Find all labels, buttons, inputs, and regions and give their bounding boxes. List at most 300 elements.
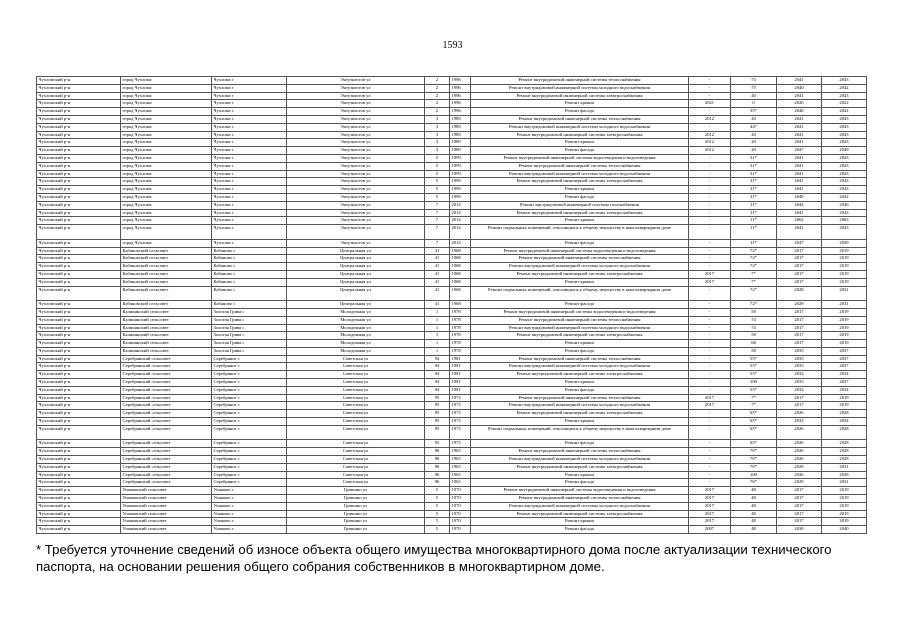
house-number-cell: 1 xyxy=(425,324,450,332)
plan-start-year-cell: 2041 xyxy=(777,139,822,147)
house-number-cell: 95 xyxy=(425,410,450,418)
plan-end-year-cell: 2037 xyxy=(822,355,867,363)
district-cell: Чухломский р-н xyxy=(37,154,121,162)
municipality-cell: Ушаковский сельсовет xyxy=(121,510,212,518)
last-repair-year-cell: - xyxy=(689,425,731,440)
plan-start-year-cell: 2017 xyxy=(777,263,822,271)
district-cell: Чухломский р-н xyxy=(37,193,121,201)
work-type-cell: Ремонт внутридомовой инженерной системы холодного водоснабжения xyxy=(471,456,689,464)
wear-percent-cell: 55* xyxy=(731,371,777,379)
settlement-cell: Чухлома г xyxy=(212,209,287,217)
build-year-cell: 1978 xyxy=(450,347,471,355)
wear-percent-cell: 7* xyxy=(731,394,777,402)
build-year-cell: 1968 xyxy=(450,247,471,255)
settlement-cell: Золотая Грива с xyxy=(212,347,287,355)
house-number-cell: 41 xyxy=(425,270,450,278)
work-type-cell: Ремонт внутридомовой инженерной системы холодного водоснабжения xyxy=(471,84,689,92)
work-type-cell: Ремонт внутридомовой инженерной системы теплоснабжения xyxy=(471,448,689,456)
wear-percent-cell: 65* xyxy=(731,418,777,426)
table-row xyxy=(37,448,867,456)
wear-percent-cell: 76* xyxy=(731,463,777,471)
settlement-cell: Ушаково с xyxy=(212,526,287,534)
build-year-cell: 1978 xyxy=(450,324,471,332)
table-row xyxy=(37,108,867,116)
table-row xyxy=(37,247,867,255)
plan-start-year-cell: 2041 xyxy=(777,154,822,162)
build-year-cell: 2014 xyxy=(450,209,471,217)
plan-start-year-cell: 2017 xyxy=(777,308,822,316)
wear-percent-cell: 7* xyxy=(731,278,777,286)
plan-start-year-cell: 2017 xyxy=(777,402,822,410)
work-type-cell: Ремонт внутридомовой инженерной системы электроснабжения xyxy=(471,131,689,139)
municipality-cell: Серебрянский сельсовет xyxy=(121,386,212,394)
plan-end-year-cell: 2049 xyxy=(822,239,867,247)
wear-percent-cell: 31* xyxy=(731,186,777,194)
last-repair-year-cell: - xyxy=(689,301,731,309)
settlement-cell: Серебряное с xyxy=(212,440,287,448)
municipality-cell: город Чухлома xyxy=(121,139,212,147)
table-row xyxy=(37,301,867,309)
last-repair-year-cell: - xyxy=(689,410,731,418)
municipality-cell: Серебрянский сельсовет xyxy=(121,410,212,418)
street-cell: Энтузиастов ул xyxy=(287,131,425,139)
municipality-cell: город Чухлома xyxy=(121,92,212,100)
table-row xyxy=(37,456,867,464)
plan-end-year-cell: 2031 xyxy=(822,301,867,309)
build-year-cell: 1989 xyxy=(450,147,471,155)
footnote: * Требуется уточнение сведений об износе объекта общего имущества многоквартирного дома после актуализации технического паспорта, на основании решения общего собрания собственников в многоквартирном доме. xyxy=(36,542,832,574)
wear-percent-cell: 55* xyxy=(731,386,777,394)
municipality-cell: город Чухлома xyxy=(121,170,212,178)
municipality-cell: Каликинский сельсовет xyxy=(121,316,212,324)
work-type-cell: Ремонт крыши xyxy=(471,518,689,526)
house-number-cell: 41 xyxy=(425,278,450,286)
plan-end-year-cell: 2028 xyxy=(822,425,867,440)
plan-end-year-cell: 2043 xyxy=(822,139,867,147)
street-cell: Энтузиастов ул xyxy=(287,154,425,162)
plan-end-year-cell: 2019 xyxy=(822,495,867,503)
plan-end-year-cell: 2019 xyxy=(822,255,867,263)
build-year-cell: 2014 xyxy=(450,225,471,240)
last-repair-year-cell: - xyxy=(689,363,731,371)
plan-end-year-cell: 2019 xyxy=(822,394,867,402)
settlement-cell: Золотая Грива с xyxy=(212,324,287,332)
street-cell: Советская ул xyxy=(287,386,425,394)
plan-start-year-cell: 2017 xyxy=(777,340,822,348)
work-type-cell: Ремонт внутридомовой инженерной системы теплоснабжения xyxy=(471,355,689,363)
build-year-cell: 1970 xyxy=(450,502,471,510)
house-number-cell: 3 xyxy=(425,139,450,147)
house-number-cell: 94 xyxy=(425,379,450,387)
house-number-cell: 96 xyxy=(425,463,450,471)
wear-percent-cell: 20 xyxy=(731,139,777,147)
work-type-cell: Ремонт внутридомовой инженерной системы электроснабжения xyxy=(471,270,689,278)
work-type-cell: Ремонт внутридомовой инженерной системы электроснабжения xyxy=(471,410,689,418)
municipality-cell: город Чухлома xyxy=(121,201,212,209)
plan-start-year-cell: 2026 xyxy=(777,471,822,479)
plan-end-year-cell: 2019 xyxy=(822,324,867,332)
settlement-cell: Чухлома г xyxy=(212,131,287,139)
plan-start-year-cell: 2047 xyxy=(777,239,822,247)
build-year-cell: 1996 xyxy=(450,100,471,108)
plan-start-year-cell: 2040 xyxy=(777,193,822,201)
table-row xyxy=(37,386,867,394)
last-repair-year-cell: - xyxy=(689,456,731,464)
district-cell: Чухломский р-н xyxy=(37,379,121,387)
plan-start-year-cell: 2017 xyxy=(777,495,822,503)
plan-end-year-cell: 2043 xyxy=(822,225,867,240)
last-repair-year-cell: - xyxy=(689,162,731,170)
plan-end-year-cell: 2063 xyxy=(822,217,867,225)
build-year-cell: 1970 xyxy=(450,487,471,495)
last-repair-year-cell: 2021 xyxy=(689,100,731,108)
table-row xyxy=(37,394,867,402)
wear-percent-cell: 100 xyxy=(731,471,777,479)
wear-percent-cell: 75 xyxy=(731,84,777,92)
work-type-cell: Ремонт внутридомовой инженерной системы теплоснабжения xyxy=(471,394,689,402)
plan-start-year-cell: 2026 xyxy=(777,410,822,418)
plan-end-year-cell: 2019 xyxy=(822,502,867,510)
street-cell: Энтузиастов ул xyxy=(287,123,425,131)
last-repair-year-cell: - xyxy=(689,84,731,92)
work-type-cell: Ремонт фасада xyxy=(471,239,689,247)
last-repair-year-cell: - xyxy=(689,471,731,479)
table-row xyxy=(37,201,867,209)
build-year-cell: 1999 xyxy=(450,178,471,186)
house-number-cell: 7 xyxy=(425,239,450,247)
plan-end-year-cell: 2042 xyxy=(822,84,867,92)
table-row xyxy=(37,495,867,503)
build-year-cell: 1989 xyxy=(450,139,471,147)
plan-end-year-cell: 2019 xyxy=(822,510,867,518)
work-type-cell: Ремонт крыши xyxy=(471,379,689,387)
settlement-cell: Чухлома г xyxy=(212,225,287,240)
district-cell: Чухломский р-н xyxy=(37,479,121,487)
settlement-cell: Кабаново с xyxy=(212,255,287,263)
street-cell: Центральная ул xyxy=(287,286,425,301)
plan-start-year-cell: 2026 xyxy=(777,448,822,456)
table-row xyxy=(37,410,867,418)
municipality-cell: город Чухлома xyxy=(121,209,212,217)
district-cell: Чухломский р-н xyxy=(37,316,121,324)
plan-start-year-cell: 2017 xyxy=(777,278,822,286)
house-number-cell: 7 xyxy=(425,225,450,240)
house-number-cell: 5 xyxy=(425,178,450,186)
municipality-cell: Каликинский сельсовет xyxy=(121,347,212,355)
district-cell: Чухломский р-н xyxy=(37,217,121,225)
settlement-cell: Чухлома г xyxy=(212,186,287,194)
last-repair-year-cell: - xyxy=(689,440,731,448)
house-number-cell: 95 xyxy=(425,425,450,440)
last-repair-year-cell: - xyxy=(689,324,731,332)
work-type-cell: Ремонт внутридомовой инженерной системы холодного водоснабжения xyxy=(471,402,689,410)
table-row xyxy=(37,92,867,100)
settlement-cell: Серебряное с xyxy=(212,463,287,471)
house-number-cell: 7 xyxy=(425,201,450,209)
plan-end-year-cell: 2043 xyxy=(822,162,867,170)
table-row xyxy=(37,154,867,162)
municipality-cell: город Чухлома xyxy=(121,77,212,85)
plan-end-year-cell: 2034 xyxy=(822,418,867,426)
house-number-cell: 95 xyxy=(425,440,450,448)
street-cell: Советская ул xyxy=(287,355,425,363)
plan-start-year-cell: 2017 xyxy=(777,332,822,340)
street-cell: Советская ул xyxy=(287,363,425,371)
municipality-cell: Серебрянский сельсовет xyxy=(121,379,212,387)
municipality-cell: Каликинский сельсовет xyxy=(121,308,212,316)
build-year-cell: 1999 xyxy=(450,193,471,201)
table-row xyxy=(37,139,867,147)
last-repair-year-cell: 2012 xyxy=(689,131,731,139)
work-type-cell: Ремонт внутридомовой инженерной системы электроснабжения xyxy=(471,510,689,518)
table-row xyxy=(37,340,867,348)
municipality-cell: Серебрянский сельсовет xyxy=(121,355,212,363)
plan-end-year-cell: 2019 xyxy=(822,402,867,410)
house-number-cell: 1 xyxy=(425,347,450,355)
wear-percent-cell: 76* xyxy=(731,448,777,456)
street-cell: Советская ул xyxy=(287,425,425,440)
street-cell: Энтузиастов ул xyxy=(287,170,425,178)
settlement-cell: Кабаново с xyxy=(212,278,287,286)
build-year-cell: 1965 xyxy=(450,479,471,487)
table-row xyxy=(37,178,867,186)
plan-start-year-cell: 2035 xyxy=(777,379,822,387)
work-type-cell: Ремонт внутридомовой инженерной системы электроснабжения xyxy=(471,371,689,379)
settlement-cell: Чухлома г xyxy=(212,147,287,155)
house-number-cell: 96 xyxy=(425,456,450,464)
house-number-cell: 5 xyxy=(425,162,450,170)
settlement-cell: Серебряное с xyxy=(212,425,287,440)
settlement-cell: Чухлома г xyxy=(212,139,287,147)
plan-start-year-cell: 2032 xyxy=(777,418,822,426)
municipality-cell: Кабановский сельсовет xyxy=(121,263,212,271)
street-cell: Советская ул xyxy=(287,440,425,448)
house-number-cell: 7 xyxy=(425,217,450,225)
plan-end-year-cell: 2042 xyxy=(822,108,867,116)
municipality-cell: город Чухлома xyxy=(121,162,212,170)
district-cell: Чухломский р-н xyxy=(37,518,121,526)
plan-end-year-cell: 2034 xyxy=(822,386,867,394)
repair-schedule-table xyxy=(36,76,867,534)
last-repair-year-cell: - xyxy=(689,201,731,209)
district-cell: Чухломский р-н xyxy=(37,347,121,355)
plan-end-year-cell: 2031 xyxy=(822,463,867,471)
settlement-cell: Серебряное с xyxy=(212,418,287,426)
plan-start-year-cell: 2041 xyxy=(777,92,822,100)
work-type-cell: Ремонт крыши xyxy=(471,418,689,426)
house-number-cell: 96 xyxy=(425,448,450,456)
settlement-cell: Золотая Грива с xyxy=(212,316,287,324)
street-cell: Энтузиастов ул xyxy=(287,239,425,247)
settlement-cell: Чухлома г xyxy=(212,123,287,131)
table-row xyxy=(37,217,867,225)
district-cell: Чухломский р-н xyxy=(37,92,121,100)
last-repair-year-cell: 2017 xyxy=(689,518,731,526)
last-repair-year-cell: - xyxy=(689,186,731,194)
street-cell: Советская ул xyxy=(287,379,425,387)
last-repair-year-cell: - xyxy=(689,92,731,100)
street-cell: Центральная ул xyxy=(287,278,425,286)
district-cell: Чухломский р-н xyxy=(37,301,121,309)
settlement-cell: Золотая Грива с xyxy=(212,332,287,340)
district-cell: Чухломский р-н xyxy=(37,123,121,131)
house-number-cell: 94 xyxy=(425,371,450,379)
last-repair-year-cell: 2017 xyxy=(689,495,731,503)
table-row xyxy=(37,502,867,510)
plan-start-year-cell: 2041 xyxy=(777,123,822,131)
plan-end-year-cell: 2028 xyxy=(822,456,867,464)
district-cell: Чухломский р-н xyxy=(37,410,121,418)
build-year-cell: 2014 xyxy=(450,239,471,247)
last-repair-year-cell: - xyxy=(689,340,731,348)
last-repair-year-cell: - xyxy=(689,355,731,363)
plan-end-year-cell: 2019 xyxy=(822,308,867,316)
work-type-cell: Ремонт внутридомовой инженерной системы холодного водоснабжения xyxy=(471,363,689,371)
work-type-cell: Ремонт внутридомовой инженерной системы водоотведения и водоотведения xyxy=(471,247,689,255)
last-repair-year-cell: - xyxy=(689,347,731,355)
work-type-cell: Ремонт внутридомовой инженерной системы электроснабжения xyxy=(471,178,689,186)
municipality-cell: Кабановский сельсовет xyxy=(121,278,212,286)
municipality-cell: город Чухлома xyxy=(121,178,212,186)
wear-percent-cell: 68 xyxy=(731,340,777,348)
settlement-cell: Серебряное с xyxy=(212,448,287,456)
build-year-cell: 1973 xyxy=(450,410,471,418)
district-cell: Чухломский р-н xyxy=(37,448,121,456)
wear-percent-cell: 31* xyxy=(731,154,777,162)
work-type-cell: Ремонт подвальных помещений, относящихся к общему имуществу в многоквартирном доме xyxy=(471,425,689,440)
build-year-cell: 1978 xyxy=(450,340,471,348)
table-row xyxy=(37,526,867,534)
wear-percent-cell: 72* xyxy=(731,247,777,255)
build-year-cell: 1968 xyxy=(450,255,471,263)
table-row xyxy=(37,510,867,518)
work-type-cell: Ремонт внутридомовой инженерной системы водоотведения и водоотведения xyxy=(471,308,689,316)
settlement-cell: Кабаново с xyxy=(212,247,287,255)
municipality-cell: Серебрянский сельсовет xyxy=(121,371,212,379)
district-cell: Чухломский р-н xyxy=(37,502,121,510)
plan-end-year-cell: 2028 xyxy=(822,471,867,479)
municipality-cell: Серебрянский сельсовет xyxy=(121,479,212,487)
work-type-cell: Ремонт внутридомовой инженерной системы холодного водоснабжения xyxy=(471,170,689,178)
municipality-cell: город Чухлома xyxy=(121,131,212,139)
street-cell: Молодежная ул xyxy=(287,347,425,355)
plan-start-year-cell: 2028 xyxy=(777,286,822,301)
work-type-cell: Ремонт внутридомовой инженерной системы электроснабжения xyxy=(471,209,689,217)
plan-start-year-cell: 2035 xyxy=(777,355,822,363)
settlement-cell: Золотая Грива с xyxy=(212,340,287,348)
street-cell: Советская ул xyxy=(287,463,425,471)
house-number-cell: 95 xyxy=(425,402,450,410)
house-number-cell: 5 xyxy=(425,170,450,178)
table-row xyxy=(37,115,867,123)
district-cell: Чухломский р-н xyxy=(37,440,121,448)
plan-end-year-cell: 2046 xyxy=(822,201,867,209)
plan-start-year-cell: 2035 xyxy=(777,347,822,355)
plan-start-year-cell: 2041 xyxy=(777,178,822,186)
settlement-cell: Серебряное с xyxy=(212,456,287,464)
wear-percent-cell: 76* xyxy=(731,479,777,487)
build-year-cell: 1973 xyxy=(450,418,471,426)
municipality-cell: город Чухлома xyxy=(121,225,212,240)
table-row xyxy=(37,131,867,139)
plan-end-year-cell: 2019 xyxy=(822,518,867,526)
municipality-cell: город Чухлома xyxy=(121,239,212,247)
plan-start-year-cell: 2040 xyxy=(777,108,822,116)
house-number-cell: 5 xyxy=(425,154,450,162)
last-repair-year-cell: - xyxy=(689,225,731,240)
street-cell: Молодежная ул xyxy=(287,332,425,340)
wear-percent-cell: 58 xyxy=(731,347,777,355)
plan-end-year-cell: 2028 xyxy=(822,410,867,418)
street-cell: Энтузиастов ул xyxy=(287,162,425,170)
last-repair-year-cell: 2012 xyxy=(689,139,731,147)
work-type-cell: Ремонт внутридомовой инженерной системы водоотведения и водоотведения xyxy=(471,154,689,162)
build-year-cell: 1965 xyxy=(450,471,471,479)
last-repair-year-cell: - xyxy=(689,448,731,456)
table-row xyxy=(37,479,867,487)
last-repair-year-cell: - xyxy=(689,217,731,225)
build-year-cell: 1970 xyxy=(450,518,471,526)
build-year-cell: 1999 xyxy=(450,154,471,162)
settlement-cell: Чухлома г xyxy=(212,84,287,92)
settlement-cell: Серебряное с xyxy=(212,479,287,487)
build-year-cell: 1989 xyxy=(450,131,471,139)
municipality-cell: Серебрянский сельсовет xyxy=(121,440,212,448)
district-cell: Чухломский р-н xyxy=(37,495,121,503)
work-type-cell: Ремонт внутридомовой инженерной системы холодного водоснабжения xyxy=(471,263,689,271)
municipality-cell: Кабановский сельсовет xyxy=(121,255,212,263)
street-cell: Молодежная ул xyxy=(287,308,425,316)
district-cell: Чухломский р-н xyxy=(37,108,121,116)
build-year-cell: 1999 xyxy=(450,170,471,178)
wear-percent-cell: 31* xyxy=(731,170,777,178)
district-cell: Чухломский р-н xyxy=(37,115,121,123)
house-number-cell: 5 xyxy=(425,510,450,518)
build-year-cell: 1989 xyxy=(450,123,471,131)
work-type-cell: Ремонт подвальных помещений, относящихся к общему имуществу в многоквартирном доме xyxy=(471,225,689,240)
wear-percent-cell: 48 xyxy=(731,487,777,495)
table-row xyxy=(37,255,867,263)
wear-percent-cell: 7* xyxy=(731,270,777,278)
municipality-cell: Кабановский сельсовет xyxy=(121,286,212,301)
wear-percent-cell: 55* xyxy=(731,355,777,363)
district-cell: Чухломский р-н xyxy=(37,386,121,394)
plan-start-year-cell: 2017 xyxy=(777,510,822,518)
table-row xyxy=(37,186,867,194)
last-repair-year-cell: 2012 xyxy=(689,115,731,123)
work-type-cell: Ремонт внутридомовой инженерной системы теплоснабжения xyxy=(471,495,689,503)
street-cell: Энтузиастов ул xyxy=(287,209,425,217)
house-number-cell: 2 xyxy=(425,108,450,116)
street-cell: Энтузиастов ул xyxy=(287,178,425,186)
house-number-cell: 95 xyxy=(425,418,450,426)
plan-start-year-cell: 2041 xyxy=(777,131,822,139)
settlement-cell: Кабаново с xyxy=(212,301,287,309)
municipality-cell: Кабановский сельсовет xyxy=(121,301,212,309)
last-repair-year-cell: - xyxy=(689,463,731,471)
plan-start-year-cell: 2041 xyxy=(777,225,822,240)
wear-percent-cell: 65* xyxy=(731,425,777,440)
house-number-cell: 41 xyxy=(425,263,450,271)
work-type-cell: Ремонт фасада xyxy=(471,108,689,116)
plan-start-year-cell: 2040 xyxy=(777,84,822,92)
plan-end-year-cell: 2019 xyxy=(822,247,867,255)
house-number-cell: 3 xyxy=(425,123,450,131)
municipality-cell: город Чухлома xyxy=(121,217,212,225)
work-type-cell: Ремонт внутридомовой инженерной системы электроснабжения xyxy=(471,92,689,100)
build-year-cell: 1978 xyxy=(450,316,471,324)
settlement-cell: Чухлома г xyxy=(212,201,287,209)
